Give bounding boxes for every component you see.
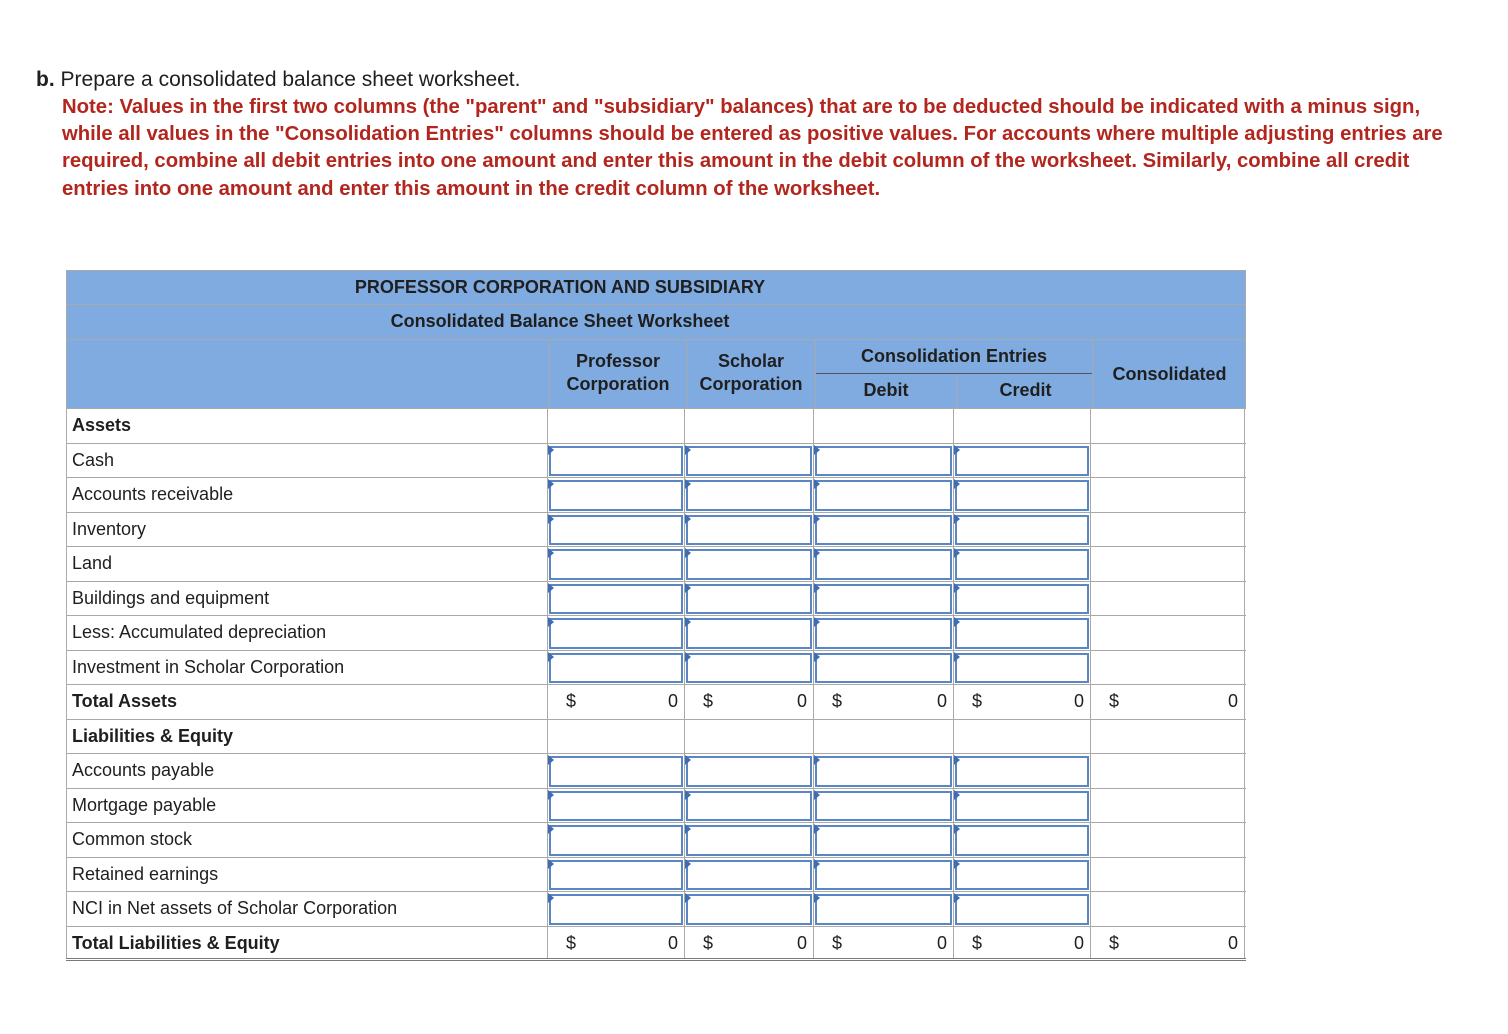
credit-input[interactable] (957, 896, 1087, 923)
cell-marker-icon (814, 548, 820, 558)
debit-input-box (815, 480, 952, 511)
scholar-input-box (686, 825, 812, 856)
scholar-input-box (686, 618, 812, 649)
currency-symbol: $ (832, 932, 843, 953)
debit-input-box (815, 446, 952, 477)
consolidated-cell (1091, 547, 1245, 581)
cell-marker-icon (814, 790, 820, 800)
professor-cell (548, 720, 685, 754)
scholar-input[interactable] (688, 482, 810, 509)
total-value: 0 (936, 932, 947, 953)
credit-cell (954, 720, 1091, 754)
credit-input[interactable] (957, 793, 1087, 820)
cell-marker-icon (954, 548, 960, 558)
cell-marker-icon (954, 583, 960, 593)
table-row (66, 616, 1246, 651)
cell-marker-icon (685, 479, 691, 489)
currency-symbol: $ (972, 691, 983, 711)
professor-cell (548, 927, 685, 959)
cell-marker-icon (685, 548, 691, 558)
worksheet-title-bar (66, 270, 1246, 305)
cell-marker-icon (548, 824, 554, 834)
scholar-cell (685, 927, 814, 959)
credit-input-box (955, 825, 1089, 856)
cell-marker-icon (685, 824, 691, 834)
table-row (66, 823, 1246, 858)
cell-marker-icon (548, 548, 554, 558)
cell-marker-icon (548, 445, 554, 455)
debit-input-box (815, 860, 952, 891)
total-value: 0 (1227, 691, 1238, 711)
credit-input[interactable] (957, 620, 1087, 647)
consolidation-entries-header (815, 340, 1092, 408)
debit-cell (814, 685, 954, 719)
cell-marker-icon (685, 790, 691, 800)
professor-input[interactable] (551, 758, 681, 785)
cell-marker-icon (548, 755, 554, 765)
cell-marker-icon (548, 514, 554, 524)
cell-marker-icon (548, 790, 554, 800)
scholar-cell (685, 409, 814, 443)
debit-input[interactable] (817, 620, 950, 647)
professor-cell (548, 892, 685, 926)
professor-input-box (549, 480, 683, 511)
cell-marker-icon (954, 479, 960, 489)
scholar-input-box (686, 584, 812, 615)
professor-cell (548, 513, 685, 547)
scholar-cell (685, 789, 814, 823)
professor-cell (548, 789, 685, 823)
scholar-column-header: Scholar Corporation (686, 340, 815, 408)
row-label: Cash (66, 444, 548, 478)
scholar-input-box (686, 480, 812, 511)
part-label: b. (36, 68, 55, 91)
table-row (66, 651, 1246, 686)
consolidated-cell (1091, 582, 1245, 616)
debit-input[interactable] (817, 793, 950, 820)
professor-input[interactable] (551, 862, 681, 889)
professor-cell (548, 478, 685, 512)
consolidated-cell (1091, 513, 1245, 547)
total-value: 0 (796, 932, 807, 953)
professor-input[interactable] (551, 655, 681, 682)
column-header-row (66, 340, 1246, 409)
row-label: Total Liabilities & Equity (66, 927, 548, 959)
cell-marker-icon (548, 859, 554, 869)
scholar-input[interactable] (688, 586, 810, 613)
row-label: Accounts receivable (66, 478, 548, 512)
credit-input[interactable] (957, 862, 1087, 889)
scholar-cell (685, 720, 814, 754)
debit-input[interactable] (817, 655, 950, 682)
consolidated-cell (1091, 444, 1245, 478)
cell-marker-icon (814, 617, 820, 627)
debit-input-box (815, 791, 952, 822)
currency-symbol: $ (566, 691, 577, 711)
cell-marker-icon (548, 479, 554, 489)
debit-input[interactable] (817, 517, 950, 544)
scholar-input-box (686, 756, 812, 787)
professor-input[interactable] (551, 586, 681, 613)
professor-cell (548, 858, 685, 892)
total-value: 0 (1073, 691, 1084, 711)
credit-cell (954, 823, 1091, 857)
consolidated-cell (1091, 409, 1245, 443)
debit-cell (814, 513, 954, 547)
credit-column-header: Credit (956, 374, 1094, 408)
credit-input[interactable] (957, 655, 1087, 682)
cell-marker-icon (548, 652, 554, 662)
balance-sheet-worksheet (66, 270, 1246, 961)
total-value: 0 (936, 691, 947, 711)
credit-input-box (955, 515, 1089, 546)
cell-marker-icon (685, 755, 691, 765)
credit-input[interactable] (957, 758, 1087, 785)
row-label: Land (66, 547, 548, 581)
row-label: Total Assets (66, 685, 548, 719)
credit-input-box (955, 480, 1089, 511)
total-value: 0 (796, 691, 807, 711)
professor-input-box (549, 825, 683, 856)
consolidated-cell (1091, 927, 1245, 959)
professor-input[interactable] (551, 827, 681, 854)
professor-input-box (549, 618, 683, 649)
debit-cell (814, 720, 954, 754)
professor-cell (548, 547, 685, 581)
consolidated-cell (1091, 892, 1245, 926)
credit-input[interactable] (957, 827, 1087, 854)
cell-marker-icon (548, 617, 554, 627)
credit-input-box (955, 549, 1089, 580)
debit-cell (814, 444, 954, 478)
scholar-cell (685, 685, 814, 719)
debit-input[interactable] (817, 551, 950, 578)
cell-marker-icon (548, 583, 554, 593)
cell-marker-icon (814, 583, 820, 593)
instructions (36, 66, 1456, 203)
credit-input[interactable] (957, 551, 1087, 578)
credit-cell (954, 513, 1091, 547)
professor-input-box (549, 653, 683, 684)
table-row (66, 892, 1246, 927)
consolidated-cell (1091, 754, 1245, 788)
worksheet-subtitle: Consolidated Balance Sheet Worksheet (390, 311, 730, 331)
professor-input-box (549, 584, 683, 615)
credit-cell (954, 685, 1091, 719)
credit-input-box (955, 860, 1089, 891)
professor-input[interactable] (551, 517, 681, 544)
debit-input[interactable] (817, 482, 950, 509)
row-label: Common stock (66, 823, 548, 857)
cell-marker-icon (548, 893, 554, 903)
professor-input[interactable] (551, 896, 681, 923)
section-row-liabilities (66, 720, 1246, 755)
consolidated-column-header: Consolidated (1092, 340, 1246, 408)
scholar-input[interactable] (688, 758, 810, 785)
professor-cell (548, 582, 685, 616)
table-row (66, 513, 1246, 548)
scholar-input[interactable] (688, 517, 810, 544)
debit-input[interactable] (817, 586, 950, 613)
debit-cell (814, 754, 954, 788)
scholar-input-box (686, 860, 812, 891)
professor-input[interactable] (551, 448, 681, 475)
cell-marker-icon (685, 893, 691, 903)
cell-marker-icon (814, 445, 820, 455)
professor-input[interactable] (551, 482, 681, 509)
cell-marker-icon (814, 652, 820, 662)
credit-cell (954, 409, 1091, 443)
row-label: Less: Accumulated depreciation (66, 616, 548, 650)
credit-input-box (955, 446, 1089, 477)
currency-symbol: $ (703, 691, 714, 711)
row-label: Liabilities & Equity (66, 720, 548, 754)
scholar-input[interactable] (688, 655, 810, 682)
debit-cell (814, 616, 954, 650)
debit-input[interactable] (817, 862, 950, 889)
professor-input-box (549, 756, 683, 787)
debit-input[interactable] (817, 827, 950, 854)
cell-marker-icon (954, 652, 960, 662)
consolidated-cell (1091, 616, 1245, 650)
scholar-input[interactable] (688, 620, 810, 647)
credit-cell (954, 927, 1091, 959)
scholar-input[interactable] (688, 862, 810, 889)
consolidated-cell (1091, 720, 1245, 754)
row-label: Mortgage payable (66, 789, 548, 823)
credit-input-box (955, 894, 1089, 925)
debit-input[interactable] (817, 448, 950, 475)
professor-cell (548, 616, 685, 650)
credit-input[interactable] (957, 448, 1087, 475)
debit-cell (814, 927, 954, 959)
currency-symbol: $ (566, 932, 577, 953)
professor-input[interactable] (551, 620, 681, 647)
worksheet-subtitle-bar (66, 305, 1246, 340)
debit-input-box (815, 584, 952, 615)
scholar-input-box (686, 791, 812, 822)
professor-cell (548, 444, 685, 478)
cell-marker-icon (685, 652, 691, 662)
debit-input[interactable] (817, 896, 950, 923)
section-row-assets (66, 409, 1246, 444)
scholar-cell (685, 651, 814, 685)
scholar-cell (685, 582, 814, 616)
instruction-text: Prepare a consolidated balance sheet worksheet. (60, 68, 521, 91)
scholar-input-box (686, 653, 812, 684)
cell-marker-icon (954, 790, 960, 800)
consolidated-cell (1091, 685, 1245, 719)
scholar-cell (685, 444, 814, 478)
scholar-cell (685, 823, 814, 857)
credit-cell (954, 651, 1091, 685)
cell-marker-icon (954, 824, 960, 834)
consolidation-entries-label: Consolidation Entries (816, 340, 1092, 374)
professor-cell (548, 823, 685, 857)
debit-cell (814, 582, 954, 616)
cell-marker-icon (954, 893, 960, 903)
scholar-input-box (686, 549, 812, 580)
debit-cell (814, 858, 954, 892)
worksheet-body (66, 409, 1246, 961)
table-row (66, 789, 1246, 824)
professor-input-box (549, 515, 683, 546)
table-row (66, 444, 1246, 479)
cell-marker-icon (685, 617, 691, 627)
total-value: 0 (667, 932, 678, 953)
professor-cell (548, 409, 685, 443)
currency-symbol: $ (1109, 932, 1120, 953)
scholar-input-box (686, 894, 812, 925)
debit-input[interactable] (817, 758, 950, 785)
scholar-cell (685, 616, 814, 650)
row-label: Retained earnings (66, 858, 548, 892)
currency-symbol: $ (703, 932, 714, 953)
credit-cell (954, 444, 1091, 478)
professor-cell (548, 651, 685, 685)
debit-cell (814, 478, 954, 512)
row-label: Inventory (66, 513, 548, 547)
cell-marker-icon (685, 514, 691, 524)
currency-symbol: $ (1109, 691, 1120, 711)
total-assets-row (66, 685, 1246, 720)
debit-cell (814, 547, 954, 581)
row-label: NCI in Net assets of Scholar Corporation (66, 892, 548, 926)
consolidated-cell (1091, 651, 1245, 685)
professor-cell (548, 685, 685, 719)
scholar-input[interactable] (688, 896, 810, 923)
cell-marker-icon (814, 824, 820, 834)
instruction-note: Note: Values in the first two columns (the "parent" and "subsidiary" balances) that are to be deducted should be indicated with a minus sign, while all values in the "Consolidation Entries" columns should be entered as positive values. For accounts where multiple adjusting entries are required, combine all debit entries into one amount and enter this amount in the debit column of the worksheet. Similarly, combine all credit entries into one amount and enter this amount in the credit column of the worksheet. (62, 96, 1443, 200)
cell-marker-icon (954, 445, 960, 455)
credit-cell (954, 547, 1091, 581)
consolidated-cell (1091, 478, 1245, 512)
credit-input-box (955, 653, 1089, 684)
worksheet-title: PROFESSOR CORPORATION AND SUBSIDIARY (354, 277, 766, 297)
cell-marker-icon (814, 514, 820, 524)
credit-cell (954, 478, 1091, 512)
debit-cell (814, 409, 954, 443)
debit-input-box (815, 825, 952, 856)
credit-input-box (955, 584, 1089, 615)
label-column-header (67, 340, 549, 408)
currency-symbol: $ (972, 932, 983, 953)
scholar-cell (685, 754, 814, 788)
cell-marker-icon (814, 893, 820, 903)
credit-input-box (955, 618, 1089, 649)
credit-input[interactable] (957, 517, 1087, 544)
row-label: Investment in Scholar Corporation (66, 651, 548, 685)
row-label: Assets (66, 409, 548, 443)
debit-cell (814, 823, 954, 857)
cell-marker-icon (814, 859, 820, 869)
scholar-input[interactable] (688, 551, 810, 578)
row-label: Accounts payable (66, 754, 548, 788)
total-liabilities-row (66, 927, 1246, 962)
debit-input-box (815, 756, 952, 787)
cell-marker-icon (954, 859, 960, 869)
scholar-cell (685, 892, 814, 926)
credit-input[interactable] (957, 482, 1087, 509)
professor-input-box (549, 791, 683, 822)
debit-column-header: Debit (863, 380, 909, 400)
debit-input-box (815, 618, 952, 649)
credit-input-box (955, 791, 1089, 822)
debit-input-box (815, 549, 952, 580)
debit-input-box (815, 515, 952, 546)
table-row (66, 547, 1246, 582)
cell-marker-icon (954, 617, 960, 627)
table-row (66, 582, 1246, 617)
professor-input-box (549, 446, 683, 477)
credit-input-box (955, 756, 1089, 787)
debit-cell (814, 651, 954, 685)
professor-input[interactable] (551, 793, 681, 820)
scholar-input[interactable] (688, 793, 810, 820)
table-row (66, 478, 1246, 513)
table-row (66, 754, 1246, 789)
scholar-cell (685, 478, 814, 512)
credit-cell (954, 616, 1091, 650)
currency-symbol: $ (832, 691, 843, 711)
credit-cell (954, 858, 1091, 892)
cell-marker-icon (954, 755, 960, 765)
total-value: 0 (1073, 932, 1084, 953)
credit-cell (954, 789, 1091, 823)
cell-marker-icon (954, 514, 960, 524)
debit-cell (814, 789, 954, 823)
total-value: 0 (667, 691, 678, 711)
credit-input[interactable] (957, 586, 1087, 613)
consolidated-cell (1091, 789, 1245, 823)
scholar-input[interactable] (688, 448, 810, 475)
professor-input-box (549, 860, 683, 891)
debit-input-box (815, 653, 952, 684)
debit-input-box (815, 894, 952, 925)
scholar-cell (685, 513, 814, 547)
cell-marker-icon (814, 479, 820, 489)
cell-marker-icon (685, 445, 691, 455)
scholar-input-box (686, 515, 812, 546)
row-label: Buildings and equipment (66, 582, 548, 616)
professor-input[interactable] (551, 551, 681, 578)
total-value: 0 (1227, 932, 1238, 953)
instruction-line (36, 66, 1456, 94)
scholar-cell (685, 858, 814, 892)
scholar-input-box (686, 446, 812, 477)
professor-cell (548, 754, 685, 788)
debit-cell (814, 892, 954, 926)
cell-marker-icon (685, 583, 691, 593)
scholar-cell (685, 547, 814, 581)
professor-input-box (549, 549, 683, 580)
consolidated-cell (1091, 823, 1245, 857)
cell-marker-icon (685, 859, 691, 869)
professor-input-box (549, 894, 683, 925)
scholar-input[interactable] (688, 827, 810, 854)
credit-cell (954, 892, 1091, 926)
table-row (66, 858, 1246, 893)
professor-column-header: Professor Corporation (549, 340, 686, 408)
credit-cell (954, 582, 1091, 616)
consolidated-cell (1091, 858, 1245, 892)
credit-cell (954, 754, 1091, 788)
cell-marker-icon (814, 755, 820, 765)
